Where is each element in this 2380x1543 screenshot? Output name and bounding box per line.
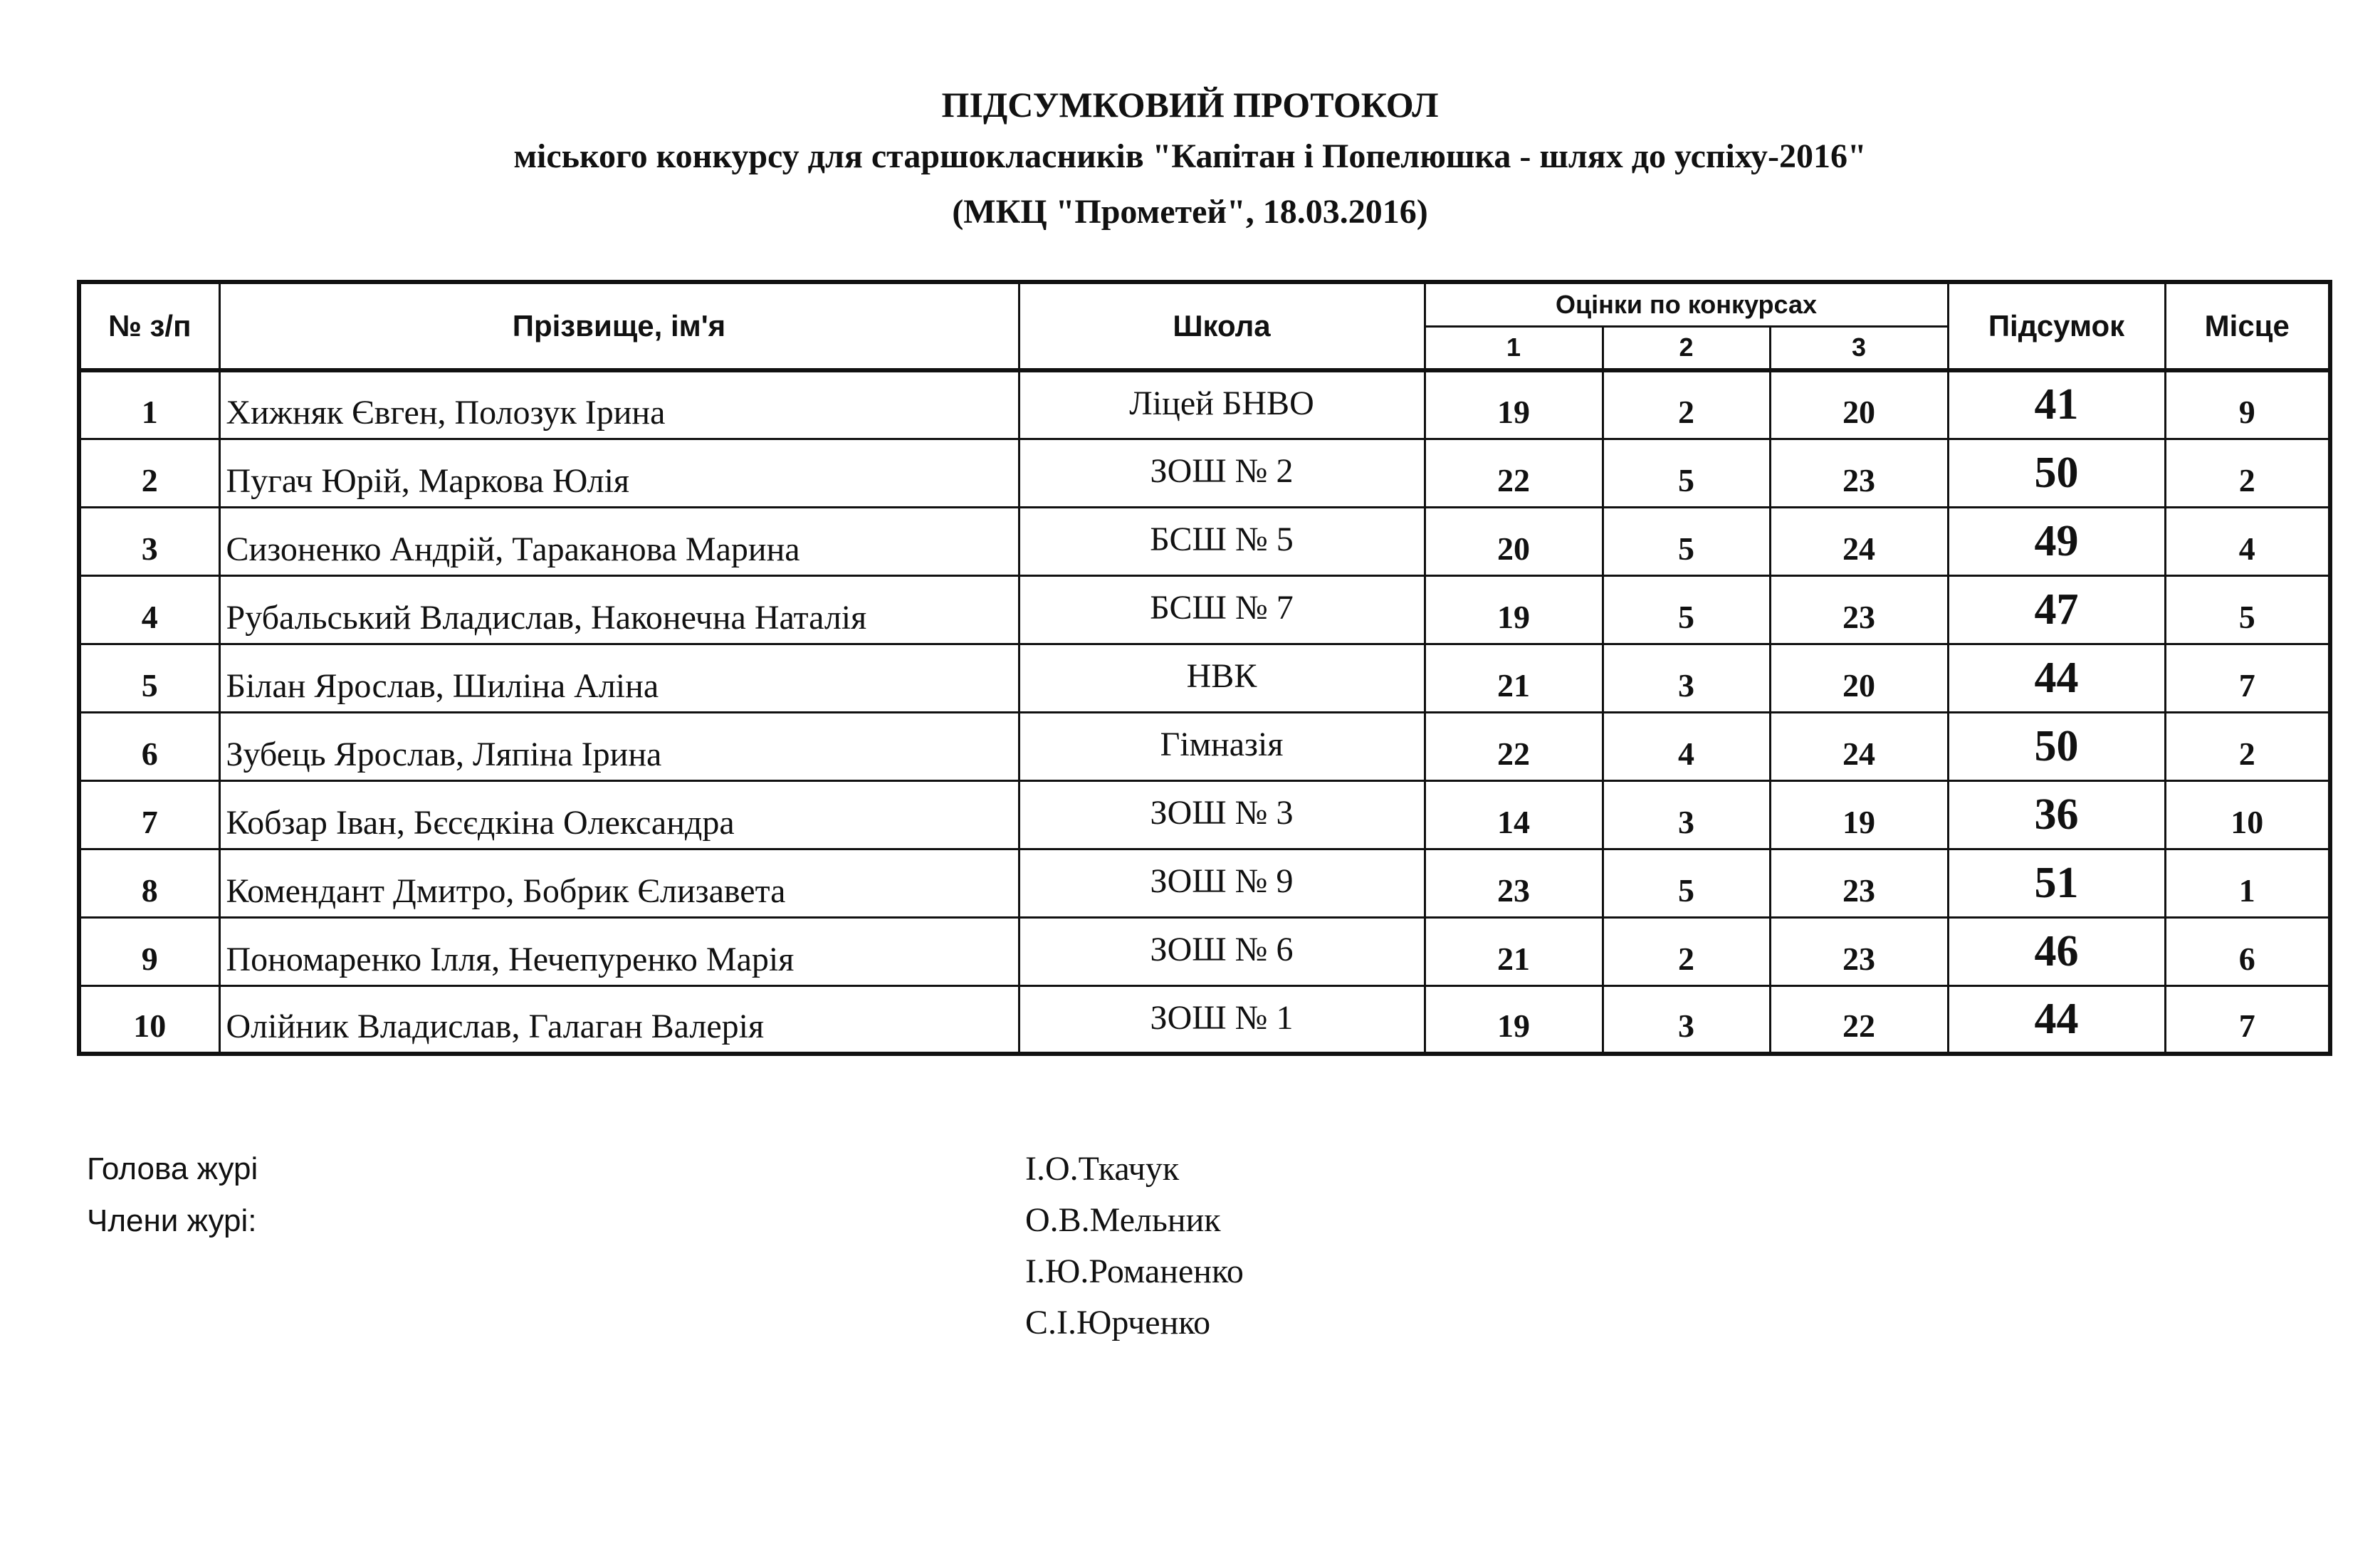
score-contest-1: 22: [1425, 712, 1603, 780]
table-row: [79, 507, 2330, 575]
jury-members-label: Члени журі:: [87, 1203, 257, 1238]
participant-names: Хижняк Євген, Полозук Ірина: [219, 370, 1019, 439]
place: 1: [2165, 849, 2330, 917]
participant-names: Комендант Дмитро, Бобрик Єлизавета: [219, 849, 1019, 917]
score-contest-1: 19: [1425, 370, 1603, 439]
total-score: 44: [1948, 644, 2165, 712]
score-contest-2: 3: [1603, 985, 1770, 1054]
score-contest-2: 5: [1603, 439, 1770, 507]
participant-names: Зубець Ярослав, Ляпіна Ірина: [219, 712, 1019, 780]
table-row: [79, 439, 2330, 507]
row-number: 10: [79, 985, 219, 1054]
total-score: 46: [1948, 917, 2165, 985]
score-contest-1: 23: [1425, 849, 1603, 917]
score-contest-2: 5: [1603, 575, 1770, 644]
score-contest-1: 20: [1425, 507, 1603, 575]
header-score-1: 1: [1425, 326, 1603, 370]
participant-names: Рубальський Владислав, Наконечна Наталія: [219, 575, 1019, 644]
document-title: ПІДСУМКОВИЙ ПРОТОКОЛ: [941, 85, 1439, 125]
score-contest-1: 21: [1425, 917, 1603, 985]
jury-member-name: О.В.Мельник: [1025, 1201, 1221, 1239]
total-score: 36: [1948, 780, 2165, 849]
score-contest-2: 2: [1603, 917, 1770, 985]
score-contest-3: 23: [1770, 575, 1948, 644]
total-score: 47: [1948, 575, 2165, 644]
total-score: 49: [1948, 507, 2165, 575]
header-total: Підсумок: [1948, 282, 2165, 370]
header-score-2: 2: [1603, 326, 1770, 370]
jury-member-name: С.І.Юрченко: [1025, 1304, 1211, 1341]
school-name: Ліцей БНВО: [1019, 370, 1425, 439]
score-contest-3: 23: [1770, 917, 1948, 985]
table-row: [79, 917, 2330, 985]
table-row: [79, 780, 2330, 849]
score-contest-1: 21: [1425, 644, 1603, 712]
header-place: Місце: [2165, 282, 2330, 370]
score-contest-3: 24: [1770, 712, 1948, 780]
score-contest-3: 22: [1770, 985, 1948, 1054]
score-contest-2: 3: [1603, 780, 1770, 849]
total-score: 50: [1948, 712, 2165, 780]
table-row: [79, 712, 2330, 780]
school-name: ЗОШ № 1: [1019, 985, 1425, 1054]
row-number: 4: [79, 575, 219, 644]
row-number: 9: [79, 917, 219, 985]
jury-chair-name: І.О.Ткачук: [1025, 1150, 1180, 1188]
header-num: № з/п: [79, 282, 219, 370]
score-contest-1: 14: [1425, 780, 1603, 849]
school-name: ЗОШ № 3: [1019, 780, 1425, 849]
row-number: 8: [79, 849, 219, 917]
total-score: 51: [1948, 849, 2165, 917]
place: 10: [2165, 780, 2330, 849]
participant-names: Пугач Юрій, Маркова Юлія: [219, 439, 1019, 507]
place: 2: [2165, 439, 2330, 507]
score-contest-3: 23: [1770, 849, 1948, 917]
score-contest-3: 24: [1770, 507, 1948, 575]
score-contest-3: 23: [1770, 439, 1948, 507]
row-number: 1: [79, 370, 219, 439]
results-table: [77, 280, 2332, 1056]
score-contest-2: 3: [1603, 644, 1770, 712]
score-contest-2: 4: [1603, 712, 1770, 780]
header-score-3: 3: [1770, 326, 1948, 370]
score-contest-3: 20: [1770, 370, 1948, 439]
table-row: [79, 370, 2330, 439]
score-contest-2: 5: [1603, 507, 1770, 575]
jury-chair-label: Голова журі: [87, 1151, 258, 1186]
row-number: 2: [79, 439, 219, 507]
header-name: Прізвище, ім'я: [219, 282, 1019, 370]
score-contest-3: 20: [1770, 644, 1948, 712]
table-row: [79, 644, 2330, 712]
place: 6: [2165, 917, 2330, 985]
table-row: [79, 985, 2330, 1054]
place: 2: [2165, 712, 2330, 780]
jury-member-name: І.Ю.Романенко: [1025, 1252, 1244, 1290]
table-row: [79, 575, 2330, 644]
score-contest-1: 19: [1425, 985, 1603, 1054]
school-name: Гімназія: [1019, 712, 1425, 780]
score-contest-3: 19: [1770, 780, 1948, 849]
participant-names: Кобзар Іван, Бєсєдкіна Олександра: [219, 780, 1019, 849]
school-name: НВК: [1019, 644, 1425, 712]
score-contest-2: 2: [1603, 370, 1770, 439]
place: 7: [2165, 985, 2330, 1054]
place: 7: [2165, 644, 2330, 712]
school-name: ЗОШ № 2: [1019, 439, 1425, 507]
school-name: БСШ № 7: [1019, 575, 1425, 644]
score-contest-1: 22: [1425, 439, 1603, 507]
header-scores-group: Оцінки по конкурсах: [1425, 282, 1948, 326]
school-name: ЗОШ № 9: [1019, 849, 1425, 917]
total-score: 41: [1948, 370, 2165, 439]
participant-names: Білан Ярослав, Шиліна Аліна: [219, 644, 1019, 712]
row-number: 6: [79, 712, 219, 780]
total-score: 44: [1948, 985, 2165, 1054]
total-score: 50: [1948, 439, 2165, 507]
school-name: ЗОШ № 6: [1019, 917, 1425, 985]
score-contest-1: 19: [1425, 575, 1603, 644]
row-number: 3: [79, 507, 219, 575]
participant-names: Олійник Владислав, Галаган Валерія: [219, 985, 1019, 1054]
row-number: 7: [79, 780, 219, 849]
participant-names: Пономаренко Ілля, Нечепуренко Марія: [219, 917, 1019, 985]
score-contest-2: 5: [1603, 849, 1770, 917]
header-school: Школа: [1019, 282, 1425, 370]
school-name: БСШ № 5: [1019, 507, 1425, 575]
table-row: [79, 849, 2330, 917]
document-subtitle: міського конкурсу для старшокласників "Капітан і Попелюшка - шлях до успіху-2016": [513, 137, 1867, 175]
row-number: 5: [79, 644, 219, 712]
place: 9: [2165, 370, 2330, 439]
place: 4: [2165, 507, 2330, 575]
document-venue-date: (МКЦ "Прометей", 18.03.2016): [952, 193, 1428, 231]
place: 5: [2165, 575, 2330, 644]
participant-names: Сизоненко Андрій, Тараканова Марина: [219, 507, 1019, 575]
